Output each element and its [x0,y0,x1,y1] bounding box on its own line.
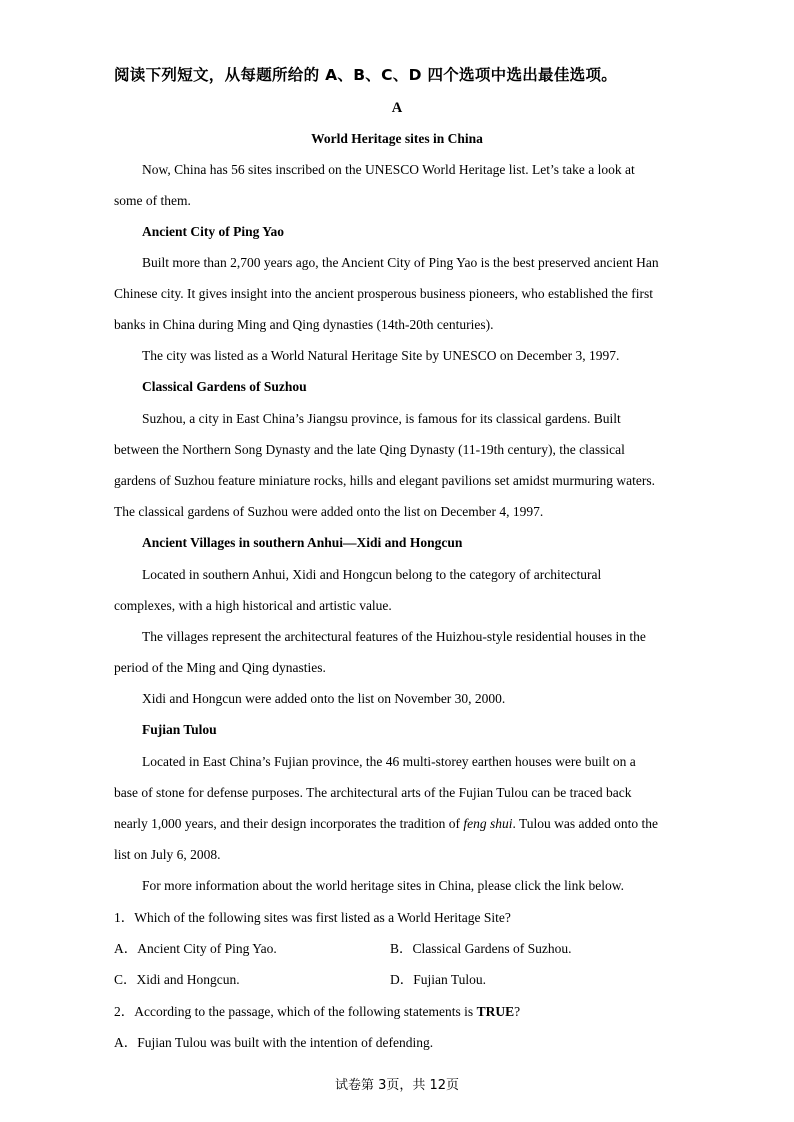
question-1-stem: 1．Which of the following sites was first listed as a World Heritage Site? [114,910,511,925]
question-2-stem [114,1003,520,1021]
tulou-line-2: base of stone for defense purposes. The architectural arts of the Fujian Tulou can be traced back [114,785,632,800]
feng-shui-term: feng shui [463,816,513,831]
anhui-line-2: complexes, with a high historical and artistic value. [114,598,392,613]
ping-yao-line-3: banks in China during Ming and Qing dynasties (14th-20th centuries). [114,317,494,332]
tulou-heading: Fujian Tulou [142,722,217,737]
question-1-option-a[interactable]: A．Ancient City of Ping Yao. [114,941,277,956]
ping-yao-line-1: Built more than 2,700 years ago, the Ancient City of Ping Yao is the best preserved ancient Han [142,255,659,270]
page-footer: 试卷第 3页，共 12页 [334,1078,460,1093]
ping-yao-heading: Ancient City of Ping Yao [142,224,284,239]
question-2-option-a[interactable]: A．Fujian Tulou was built with the intention of defending. [114,1035,434,1050]
tulou-line-3-post: . Tulou was added onto the [512,816,659,831]
suzhou-line-3: gardens of Suzhou feature miniature rocks, hills and elegant pavilions set amidst murmuring waters. [114,473,655,488]
question-2-stem-post: ? [514,1004,521,1019]
anhui-heading: Ancient Villages in southern Anhui—Xidi and Hongcun [142,535,463,550]
ping-yao-listing: The city was listed as a World Natural Heritage Site by UNESCO on December 3, 1997. [142,348,620,363]
question-1-option-d[interactable]: D．Fujian Tulou. [390,972,487,987]
anhui-line-1: Located in southern Anhui, Xidi and Hongcun belong to the category of architectural [142,567,602,582]
question-2-stem-emphasis: TRUE [476,1004,515,1019]
tulou-line-1: Located in East China’s Fujian province, the 46 multi-storey earthen houses were built on a [142,754,636,769]
intro-line-1: Now, China has 56 sites inscribed on the UNESCO World Heritage list. Let’s take a look at [142,162,635,177]
anhui-line-4: period of the Ming and Qing dynasties. [114,660,326,675]
question-1-option-b[interactable]: B．Classical Gardens of Suzhou. [390,941,572,956]
suzhou-line-1: Suzhou, a city in East China’s Jiangsu province, is famous for its classical gardens. Built [142,411,621,426]
suzhou-line-4: The classical gardens of Suzhou were added onto the list on December 4, 1997. [114,504,544,519]
suzhou-line-2: between the Northern Song Dynasty and the late Qing Dynasty (11-19th century), the classical [114,442,625,457]
anhui-listing: Xidi and Hongcun were added onto the list on November 30, 2000. [142,691,506,706]
instruction: 阅读下列短文，从每题所给的 A、B、C、D 四个选项中选出最佳选项。 [114,66,618,84]
passage-title: World Heritage sites in China [311,131,483,146]
tulou-line-4: list on July 6, 2008. [114,847,221,862]
ping-yao-line-2: Chinese city. It gives insight into the ancient prosperous business pioneers, who established the first [114,286,654,301]
tulou-line-3-pre: nearly 1,000 years, and their design incorporates the tradition of [114,816,464,831]
intro-line-2: some of them. [114,193,191,208]
tulou-line-3 [114,815,658,833]
more-info-line: For more information about the world heritage sites in China, please click the link below. [142,878,625,893]
anhui-line-3: The villages represent the architectural features of the Huizhou-style residential houses in the [142,629,646,644]
suzhou-heading: Classical Gardens of Suzhou [142,379,307,394]
section-label: A [391,100,403,116]
question-1-option-c[interactable]: C．Xidi and Hongcun. [114,972,240,987]
question-2-stem-pre: 2．According to the passage, which of the following statements is [114,1004,477,1019]
